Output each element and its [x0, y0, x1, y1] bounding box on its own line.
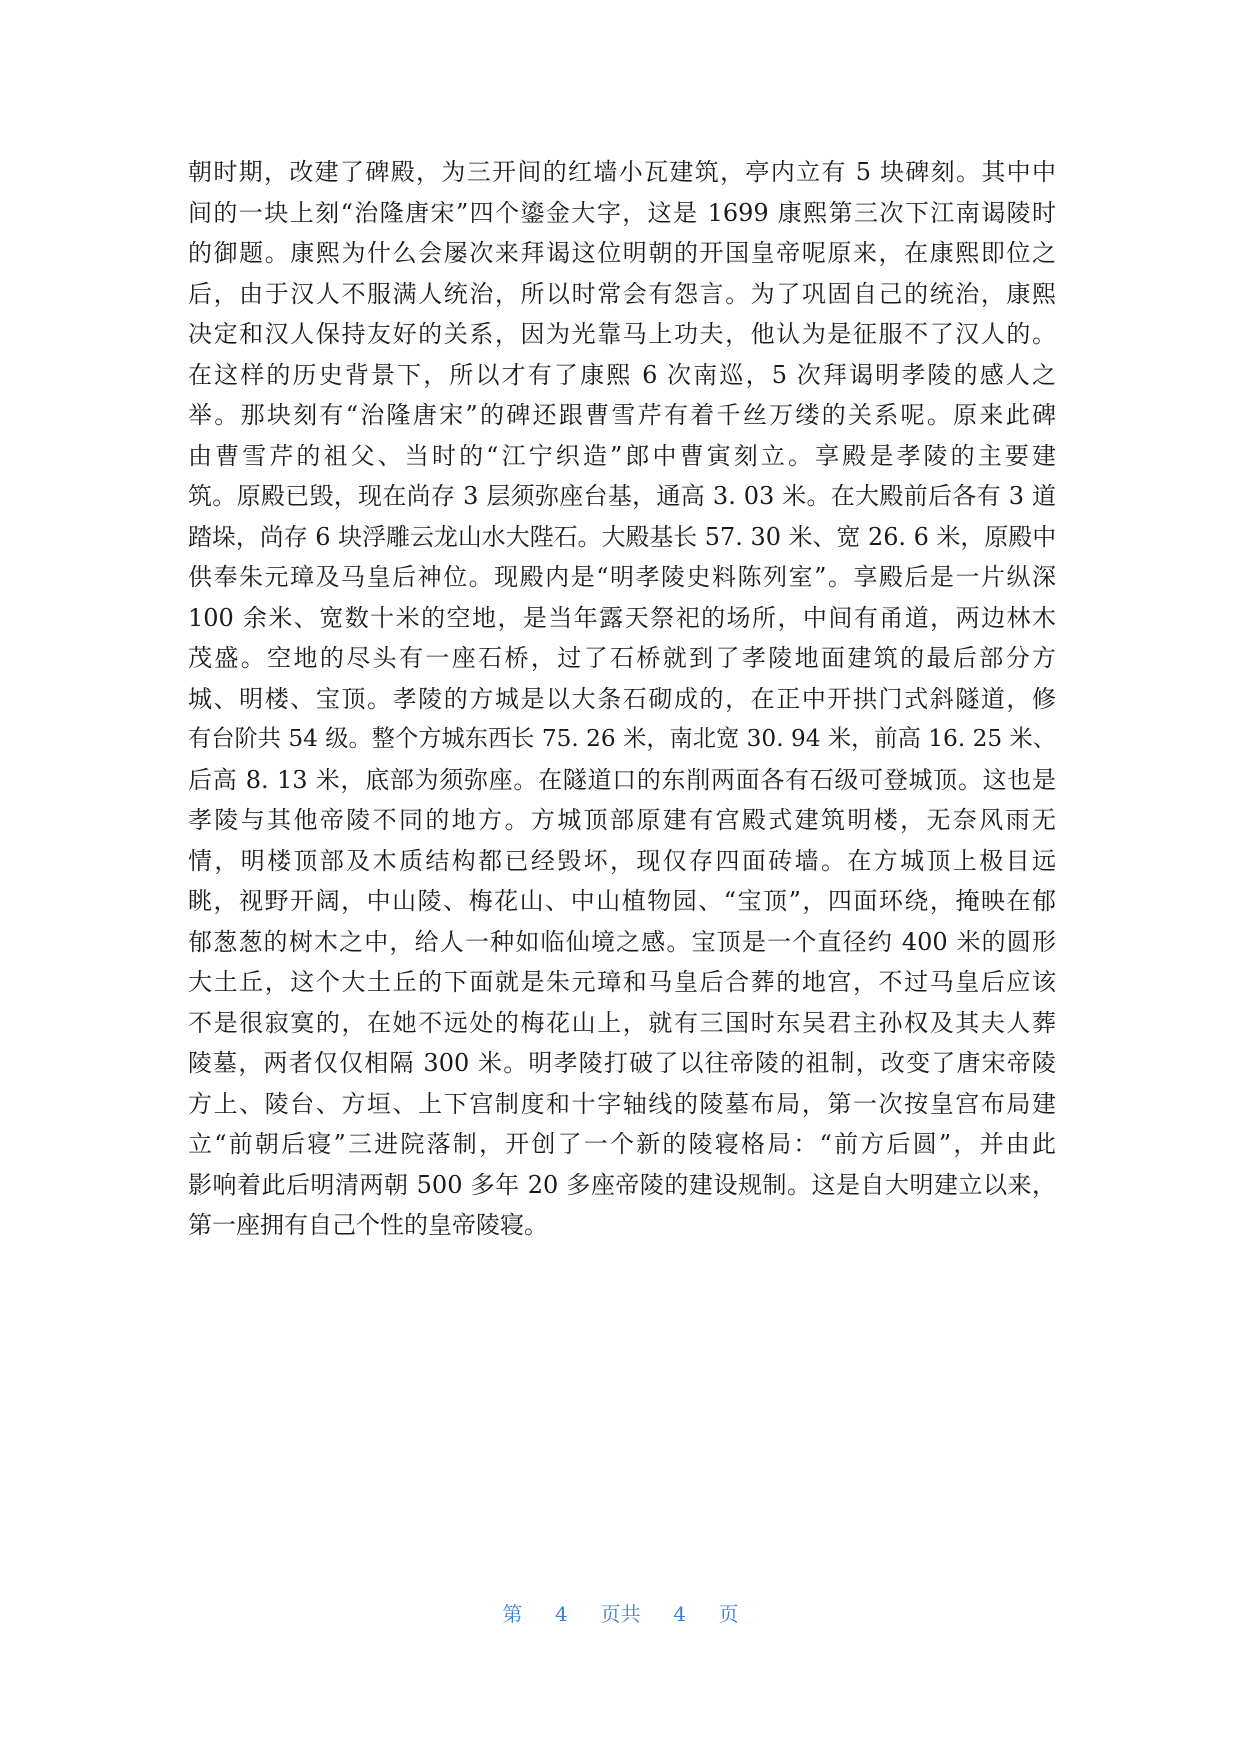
text-line: 立“前朝后寝”三进院落制，开创了一个新的陵寝格局：“前方后圆”，并由此	[188, 1130, 1056, 1158]
text-line: 茂盛。空地的尽头有一座石桥，过了石桥就到了孝陵地面建筑的最后部分方	[188, 644, 1056, 672]
text-line: 后高 8. 13 米，底部为须弥座。在隧道口的东削两面各有石级可登城顶。这也是	[188, 765, 1056, 794]
text-line: 情，明楼顶部及木质结构都已经毁坏，现仅存四面砖墙。在方城顶上极目远	[188, 846, 1056, 875]
text-line: 影响着此后明清两朝 500 多年 20 多座帝陵的建设规制。这是自大明建立以来，	[188, 1170, 1056, 1199]
text-line: 间的一块上刻“治隆唐宋”四个鎏金大字，这是 1699 康熙第三次下江南谒陵时	[188, 198, 1056, 227]
text-line: 方上、陵台、方垣、上下宫制度和十字轴线的陵墓布局，第一次按皇宫布局建	[188, 1089, 1056, 1118]
text-line: 城、明楼、宝顶。孝陵的方城是以大条石砌成的，在正中开拱门式斜隧道，修	[188, 684, 1056, 713]
text-line: 大土丘，这个大土丘的下面就是朱元璋和马皇后合葬的地宫，不过马皇后应该	[188, 968, 1056, 996]
text-line: 100 余米、宽数十米的空地，是当年露天祭祀的场所，中间有甬道，两边林木	[188, 603, 1056, 632]
text-line: 孝陵与其他帝陵不同的地方。方城顶部原建有宫殿式建筑明楼，无奈风雨无	[188, 806, 1056, 834]
text-line: 筑。原殿已毁，现在尚存 3 层须弥座台基，通高 3. 03 米。在大殿前后各有 3 道	[188, 482, 1056, 510]
text-line: 眺，视野开阔，中山陵、梅花山、中山植物园、“宝顶”，四面环绕，掩映在郁	[188, 887, 1056, 915]
text-line: 举。那块刻有“治隆唐宋”的碑还跟曹雪芹有着千丝万缕的关系呢。原来此碑	[188, 401, 1056, 429]
text-line: 朝时期，改建了碑殿，为三开间的红墙小瓦建筑，亭内立有 5 块碑刻。其中中	[188, 158, 1056, 186]
text-line: 的御题。康熙为什么会屡次来拜谒这位明朝的开国皇帝呢原来，在康熙即位之	[188, 239, 1056, 267]
text-line: 由曹雪芹的祖父、当时的“江宁织造”郎中曹寅刻立。享殿是孝陵的主要建	[188, 441, 1056, 470]
text-line: 郁葱葱的树木之中，给人一种如临仙境之感。宝顶是一个直径约 400 米的圆形	[188, 927, 1056, 956]
footer-prefix: 第	[502, 1602, 523, 1626]
text-line: 有台阶共 54 级。整个方城东西长 75. 26 米，南北宽 30. 94 米，前高 16. 25 米、	[188, 725, 1056, 752]
text-line: 第一座拥有自己个性的皇帝陵寝。	[188, 1211, 548, 1239]
text-line: 陵墓，两者仅仅相隔 300 米。明孝陵打破了以往帝陵的祖制，改变了唐宋帝陵	[188, 1049, 1056, 1077]
text-line: 踏垛，尚存 6 块浮雕云龙山水大陛石。大殿基长 57. 30 米、宽 26. 6 米，原殿中	[188, 522, 1057, 551]
body-text	[188, 152, 1056, 1246]
text-line: 供奉朱元璋及马皇后神位。现殿内是“明孝陵史料陈列室”。享殿后是一片纵深	[188, 563, 1056, 591]
footer-suffix: 页	[718, 1602, 739, 1626]
page-footer	[0, 1598, 1241, 1627]
text-line: 后，由于汉人不服满人统治，所以时常会有怨言。为了巩固自己的统治，康熙	[188, 279, 1056, 308]
text-line: 不是很寂寞的，在她不远处的梅花山上，就有三国时东吴君主孙权及其夫人葬	[188, 1008, 1056, 1037]
total-pages-number: 4	[673, 1602, 686, 1626]
current-page-number: 4	[555, 1602, 568, 1626]
text-line: 决定和汉人保持友好的关系，因为光靠马上功夫，他认为是征服不了汉人的。	[188, 320, 1056, 348]
footer-middle: 页共	[600, 1602, 641, 1626]
text-line: 在这样的历史背景下，所以才有了康熙 6 次南巡，5 次拜谒明孝陵的感人之	[188, 360, 1056, 389]
